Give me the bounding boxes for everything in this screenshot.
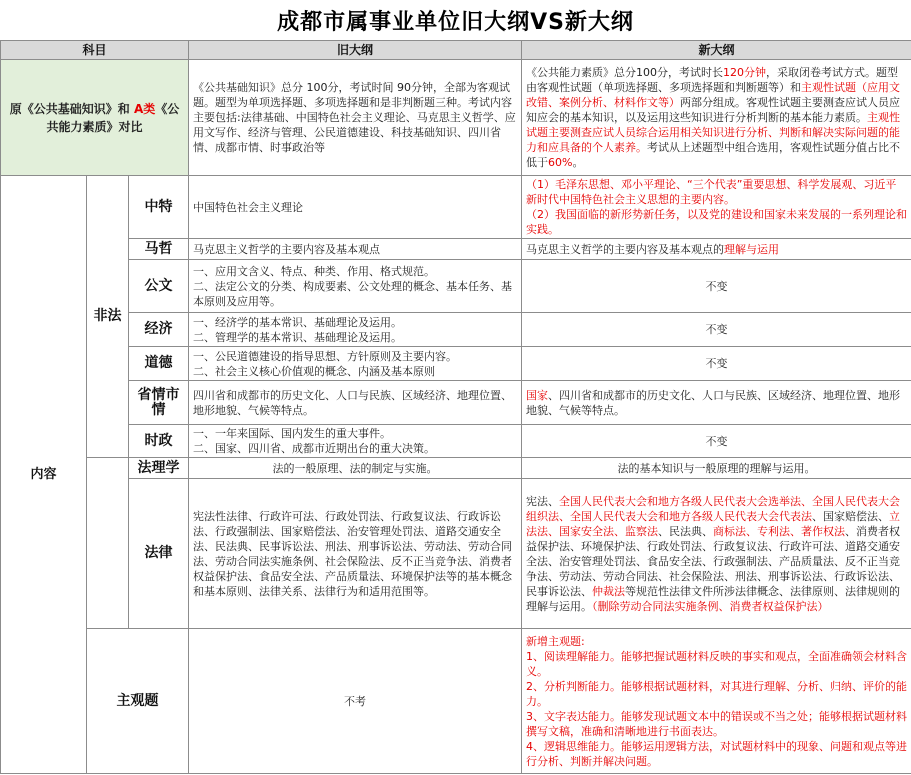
zhongte-new-line-2: （2）我国面临的新形势新任务，以及党的建设和国家未来发展的一系列理论和实践。: [526, 208, 908, 236]
falv-new-segment: （删除劳动合同法实施条例、消费者权益保护法）: [592, 599, 829, 613]
falv-new-segment: 、国家赔偿法、: [812, 509, 890, 523]
comparison-new-segment: 两部分组成。客观性试题主要测查应试人员应知应会的基本知识，以及运用这些知识进行分析判断的基本能力素质。: [526, 96, 901, 124]
gongwen-new: 不变: [522, 260, 911, 313]
row-daode: [1, 347, 911, 381]
zhuguanti-new-line-2: 2、分析判断能力。能够根据试题材料，对其进行理解、分析、归纳、评价的能力。: [526, 679, 908, 708]
comparison-new-segment: ，采取闭卷考试方式。题型由客观性试题（单项选择题、多项选择题和判断题等）和: [526, 66, 899, 94]
jingji-new: 不变: [522, 313, 911, 347]
falv-new: [522, 479, 911, 629]
row-mazhe: [1, 239, 911, 260]
falv-new-segment: 商标法、专利法、著作权法: [713, 524, 846, 538]
zhuguanti-new: [522, 629, 911, 774]
daode-old: [189, 347, 522, 381]
falv-new-segment: 等规范性法律文件所涉法律概念、法律原则、法律规则的理解与运用。: [526, 584, 901, 613]
comparison-old-text: 《公共基础知识》总分 100分，考试时间 90分钟，全部为客观试题。题型为单项选择题、多项选择题和是非判断题三种。考试内容主要包括:法律基础、中国特色社会主义理论、马克思主义哲学、应用文写作、经济与管理、公民道德建设、科技基础知识、四川省情、成都市情、时事政治等: [189, 60, 522, 176]
jingji-old: [189, 313, 522, 347]
row-shengshi: [1, 381, 911, 425]
daode-old-line-2: 二、社会主义核心价值观的概念、内涵及基本原则: [193, 364, 436, 378]
header-row: [1, 41, 911, 60]
comparison-row: [1, 60, 911, 176]
gongwen-old: [189, 260, 522, 313]
comparison-new-segment: 主观性试题（应用文改错、案例分析、材料作文等）: [526, 81, 901, 109]
comparison-label-a-class: A类: [133, 101, 156, 116]
row-gongwen: [1, 260, 911, 313]
zhuguanti-old: 不考: [189, 629, 522, 774]
content-label: 内容: [1, 176, 87, 774]
comparison-table: [0, 40, 911, 774]
shengshi-old: 四川省和成都市的历史文化、人口与民族、区域经济、地理位置、地形地貌、气候等特点。: [189, 381, 522, 425]
row-label-shizheng: 时政: [129, 425, 189, 458]
row-label-daode: 道德: [129, 347, 189, 381]
header-new: 新大纲: [522, 41, 911, 60]
comparison-new-segment: 120分钟: [723, 66, 767, 79]
zhongte-new-line-1: （1）毛泽东思想、邓小平理论、“三个代表”重要思想、科学发展观、习近平新时代中国特色社会主义思想的主要内容。: [526, 178, 897, 206]
row-zhuguanti: [1, 629, 911, 774]
falv-new-segment: 、消费者权益保护法、环境保护法、行政处罚法、行政复议法、行政许可法、道路交通安全法、治安管理处罚法、食品安全法、行政强制法、产品质量法、反不正当竞争法、劳动法、劳动合同法、社会保险法、刑法、刑事诉讼法、行政诉讼法、民事诉讼法、: [526, 524, 901, 598]
daode-old-line-1: 一、公民道德建设的指导思想、方针原则及主要内容。: [193, 349, 458, 363]
comparison-label: [1, 60, 189, 176]
comparison-new-segment: 。: [572, 156, 584, 169]
feifa-label: 非法: [87, 176, 129, 458]
mazhe-new-red: 理解与运用: [724, 242, 780, 256]
jingji-old-line-1: 一、经济学的基本常识、基础理论及运用。: [193, 315, 403, 329]
row-label-falixue: 法理学: [129, 458, 189, 479]
zhuguanti-new-line-3: 3、文字表达能力。能够发现试题文本中的错误或不当之处；能够根据试题材料撰写文稿，准确和清晰地进行书面表达。: [526, 709, 908, 738]
falv-new-segment: 、民法典、: [658, 524, 714, 538]
shizheng-old-line-1: 一、一年来国际、国内发生的重大事件。: [193, 427, 392, 440]
row-label-shengshi: 省情市情: [129, 381, 189, 425]
falixue-old: 法的一般原理、法的制定与实施。: [189, 458, 522, 479]
daode-new: 不变: [522, 347, 911, 381]
zhuguanti-new-line-0: 新增主观题:: [526, 634, 585, 648]
comparison-new-segment: 《公共能力素质》总分100分，考试时长: [526, 66, 724, 79]
mazhe-new-plain: 马克思主义哲学的主要内容及基本观点的: [526, 242, 725, 256]
row-label-zhongte: 中特: [129, 176, 189, 239]
row-falv: [1, 479, 911, 629]
row-label-zhuguanti: 主观题: [87, 629, 189, 774]
shengshi-new: [522, 381, 911, 425]
row-shizheng: [1, 425, 911, 458]
zhuguanti-new-line-1: 1、阅读理解能力。能够把握试题材料反映的事实和观点，全面准确领会材料含义。: [526, 649, 908, 678]
row-label-jingji: 经济: [129, 313, 189, 347]
mazhe-old: 马克思主义哲学的主要内容及基本观点: [189, 239, 522, 260]
row-label-mazhe: 马哲: [129, 239, 189, 260]
page-title: 成都市属事业单位旧大纲VS新大纲: [0, 0, 911, 41]
header-old: 旧大纲: [189, 41, 522, 60]
row-jingji: [1, 313, 911, 347]
mazhe-new: [522, 239, 911, 260]
falv-new-segment: 仲裁法: [592, 584, 626, 598]
zhuguanti-new-line-4: 4、逻辑思维能力。能够运用逻辑方法，对试题材料中的现象、问题和观点等进行分析、判断并解决问题。: [526, 739, 908, 768]
zhongte-new: [522, 176, 911, 239]
falv-new-segment: 宪法、: [526, 494, 560, 508]
shengshi-new-plain: 、四川省和成都市的历史文化、人口与民族、区域经济、地理位置、地形地貌、气候等特点。: [526, 388, 901, 417]
gongwen-old-line-2: 二、法定公文的分类、构成要素、公文处理的概念、基本任务、基本原则及应用等。: [193, 279, 513, 308]
comparison-new-segment: 主观性试题主要测查应试人员综合运用相关知识进行分析、判断和解决实际问题的能力和应具备的个人素养。: [526, 111, 901, 154]
row-zhongte: [1, 176, 911, 239]
shizheng-old: [189, 425, 522, 458]
comparison-new-segment: 考试从上述题型中组合选用，客观性试题分值占比不低于: [526, 141, 901, 169]
falv-new-segment: 立法法、国家安全法、监察法: [526, 509, 901, 538]
falv-label: [87, 458, 129, 629]
row-label-gongwen: 公文: [129, 260, 189, 313]
comparison-new-text: [522, 60, 911, 176]
zhongte-old: 中国特色社会主义理论: [189, 176, 522, 239]
jingji-old-line-2: 二、管理学的基本常识、基础理论及运用。: [193, 330, 403, 344]
header-subject: 科目: [1, 41, 189, 60]
falv-new-segment: 全国人民代表大会和地方各级人民代表大会选举法、全国人民代表大会组织法、全国人民代表大会和地方各级人民代表大会代表法: [526, 494, 901, 523]
row-label-falv: 法律: [129, 479, 189, 629]
shengshi-new-red: 国家: [526, 388, 549, 402]
falixue-new: 法的基本知识与一般原理的理解与运用。: [522, 458, 911, 479]
comparison-new-segment: 60%: [548, 156, 573, 169]
falv-old: 宪法性法律、行政许可法、行政处罚法、行政复议法、行政诉讼法、行政强制法、国家赔偿法、治安管理处罚法、道路交通安全法、民法典、民事诉讼法、刑法、刑事诉讼法、劳动法、劳动合同法、劳动合同法实施条例、社会保险法、反不正当竞争法、消费者权益保护法、食品安全法、产品质量法、环境保护法等的基本概念和基本原则、法律关系、法律行为和适用范围等。: [189, 479, 522, 629]
shizheng-new: 不变: [522, 425, 911, 458]
comparison-label-part1: 原《公共基础知识》和: [9, 101, 134, 116]
shizheng-old-line-2: 二、国家、四川省、成都市近期出台的重大决策。: [193, 442, 436, 455]
row-falixue: [1, 458, 911, 479]
comparison-label-part3: 《公共能力素质》对比: [46, 101, 180, 134]
gongwen-old-line-1: 一、应用文含义、特点、种类、作用、格式规范。: [193, 264, 436, 278]
